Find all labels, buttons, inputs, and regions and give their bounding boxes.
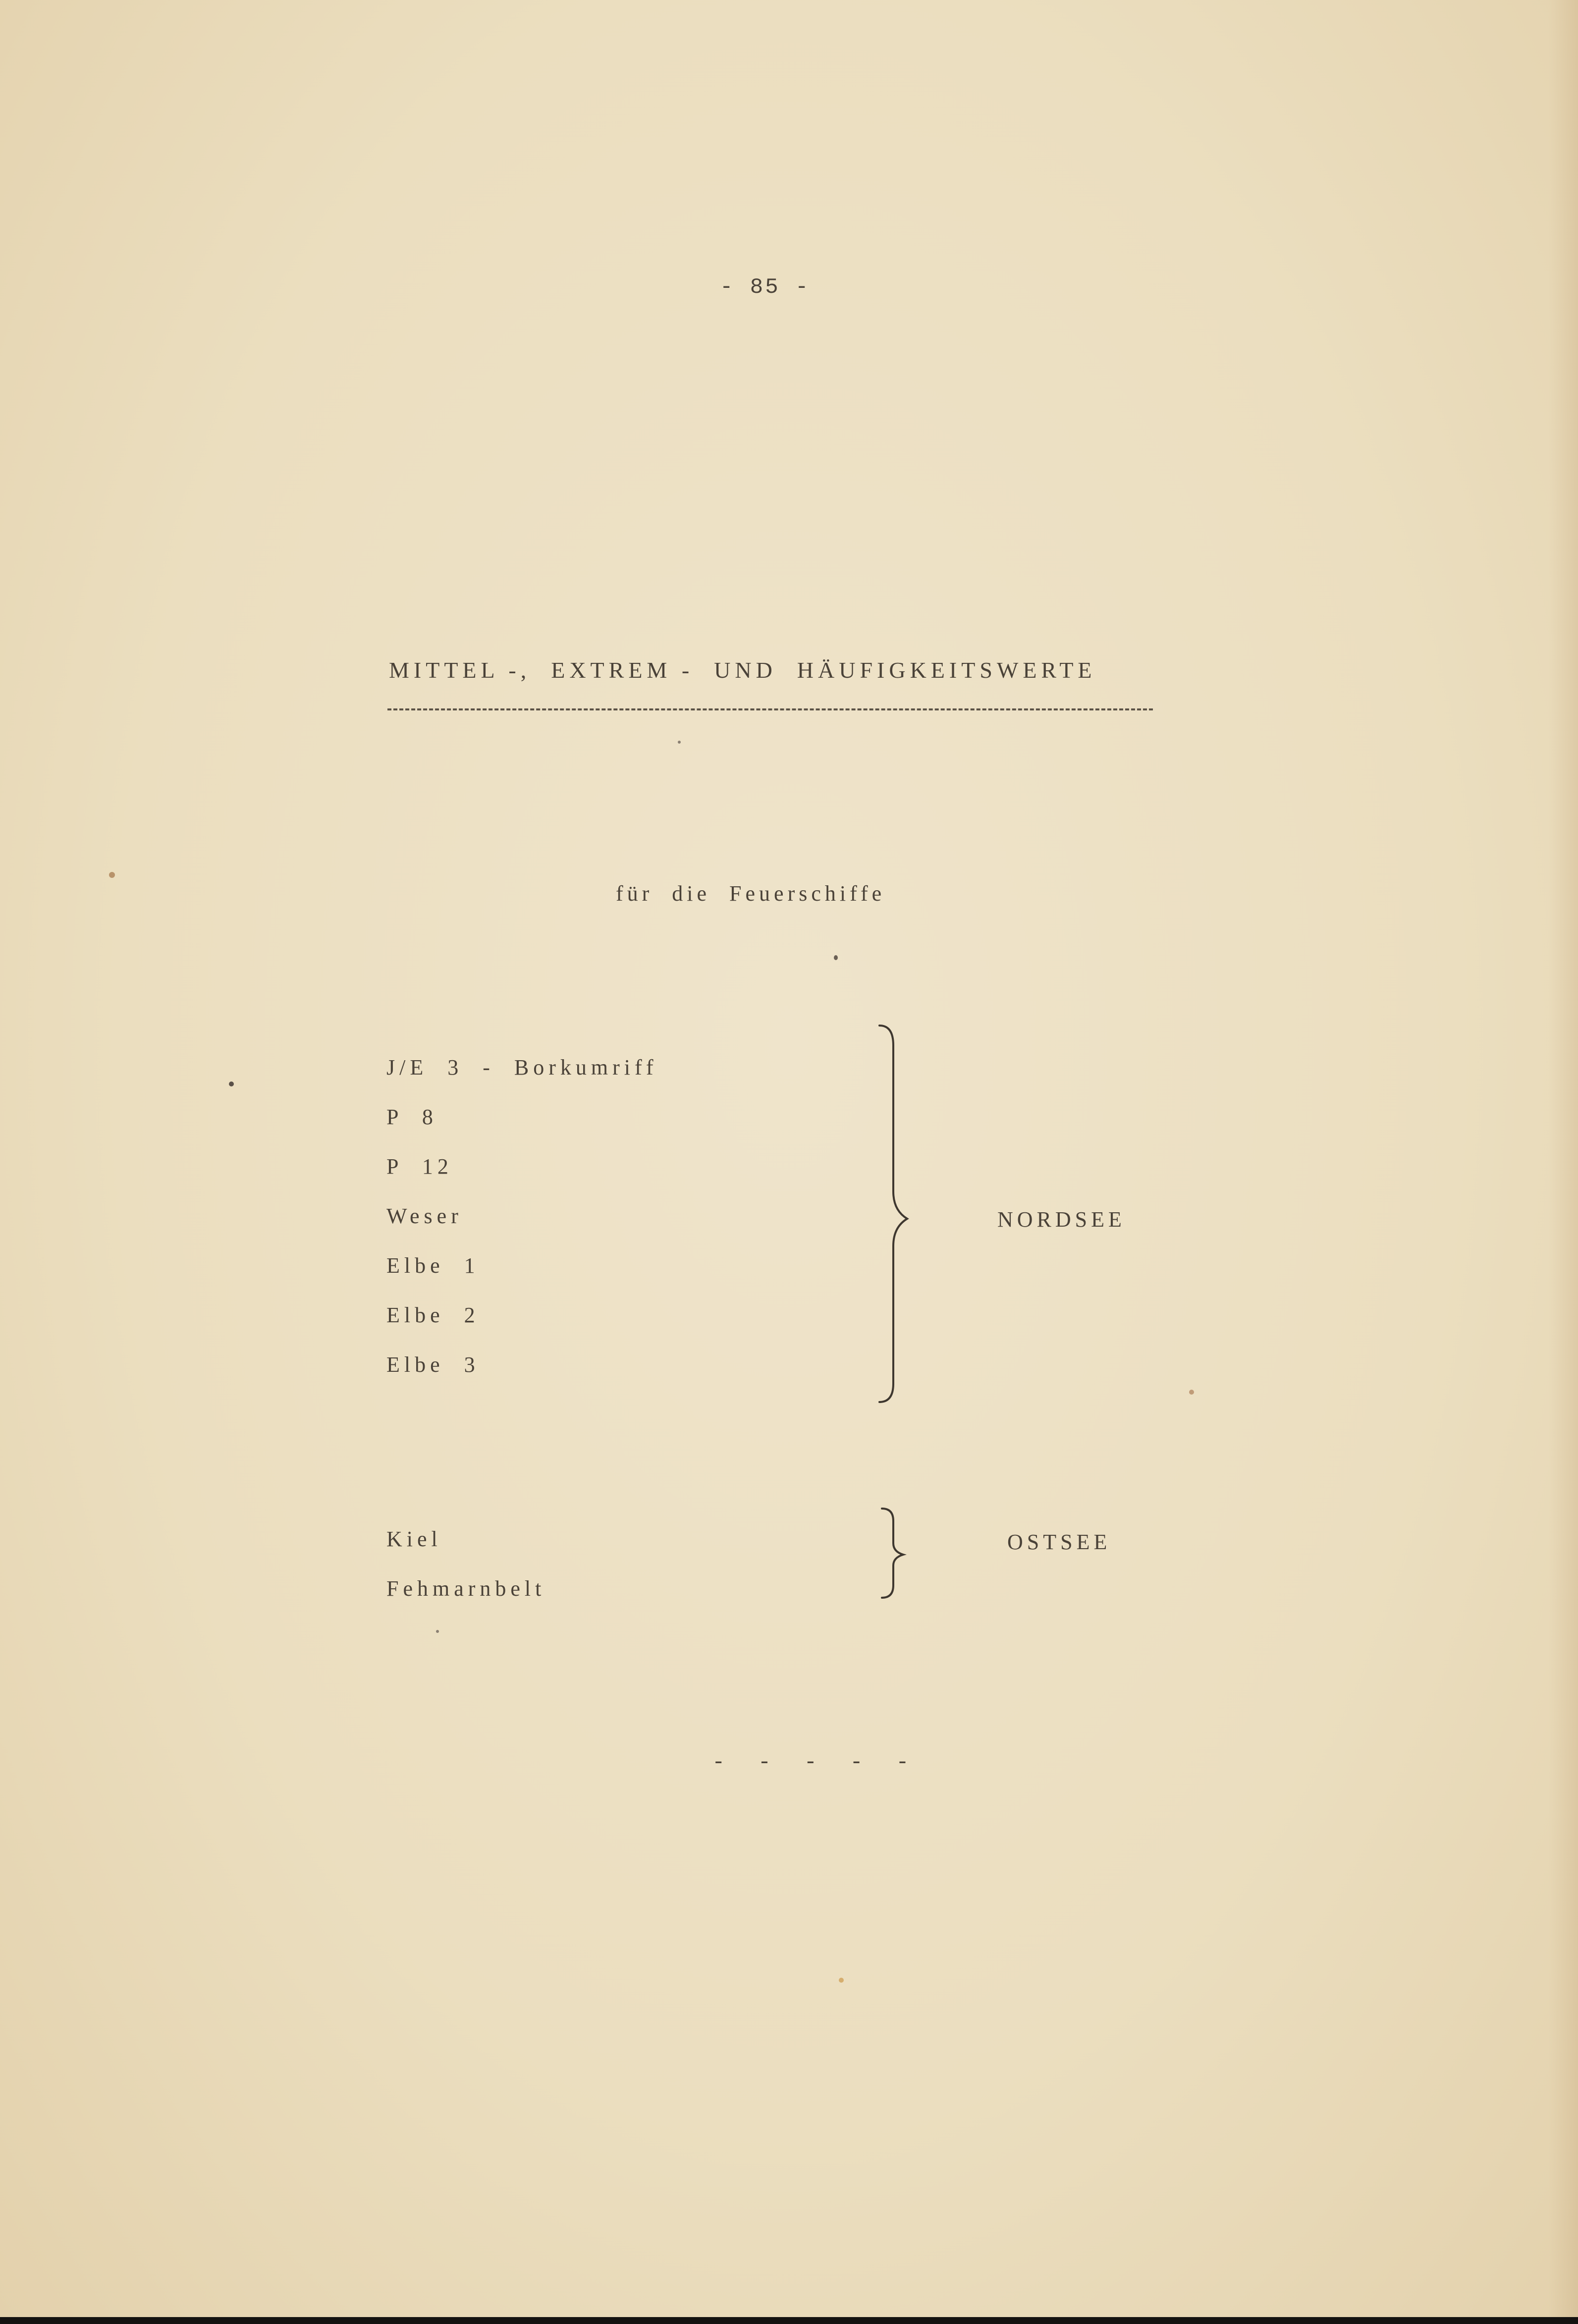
paper-speck: [834, 955, 838, 960]
scan-bottom-border: [0, 2317, 1578, 2324]
station-kiel: Kiel: [386, 1527, 442, 1551]
station-weser: Weser: [386, 1204, 463, 1228]
paper-speck: [1189, 1390, 1194, 1395]
paper-speck: [436, 1630, 439, 1633]
page-number: - 85 -: [720, 275, 811, 300]
station-elbe2: Elbe 2: [386, 1303, 480, 1327]
subtitle: für die Feuerschiffe: [616, 881, 886, 906]
ostsee-brace: [879, 1506, 909, 1600]
nordsee-brace: [874, 1023, 914, 1405]
station-p8: P 8: [386, 1105, 437, 1129]
region-label-nordsee: NORDSEE: [997, 1207, 1126, 1232]
station-elbe1: Elbe 1: [386, 1253, 480, 1278]
region-label-ostsee: OSTSEE: [1007, 1530, 1111, 1554]
title-underline: [387, 708, 1153, 710]
station-elbe3: Elbe 3: [386, 1352, 480, 1377]
paper-speck: [109, 872, 115, 878]
station-fehmarnbelt: Fehmarnbelt: [386, 1576, 546, 1601]
paper-speck: [229, 1081, 234, 1086]
paper-speck: [678, 741, 681, 744]
paper-speck: [839, 1978, 844, 1983]
station-p12: P 12: [386, 1154, 453, 1179]
page-title: MITTEL -, EXTREM - UND HÄUFIGKEITSWERTE: [389, 657, 1096, 683]
end-mark: - - - - -: [712, 1750, 919, 1775]
station-borkumriff: J/E 3 - Borkumriff: [386, 1055, 658, 1080]
page-edge-shadow: [1548, 0, 1578, 2324]
